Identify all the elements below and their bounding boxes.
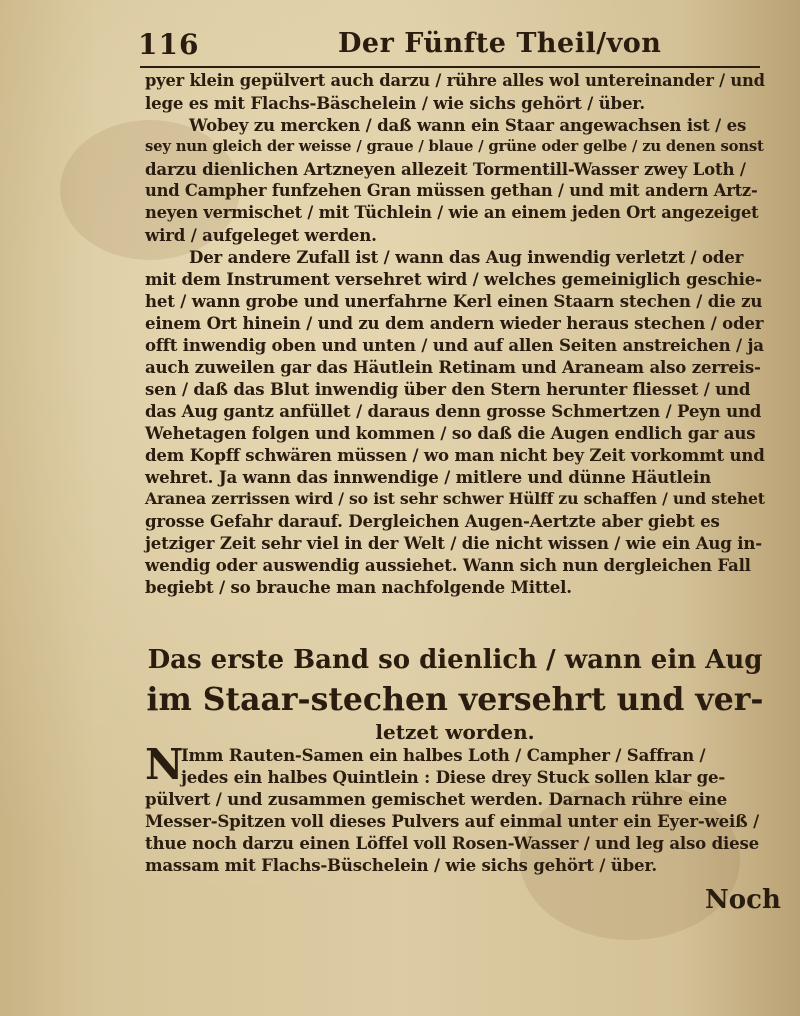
text-line: auch zuweilen gar das Häutlein Retinam und Araneam also zerreis- xyxy=(145,357,761,377)
text-line: het / wann grobe und unerfahrne Kerl einen Staarn stechen / die zu xyxy=(145,291,763,311)
text-line: wendig oder auswendig aussiehet. Wann sich nun dergleichen Fall xyxy=(145,555,751,575)
text-line: mit dem Instrument versehret wird / welches gemeiniglich geschie- xyxy=(145,269,762,289)
section-heading-line-3: letzet worden. xyxy=(375,720,535,744)
text-line: dem Kopff schwären müssen / wo man nicht bey Zeit vorkommt und xyxy=(145,445,765,465)
text-line: Messer-Spitzen voll dieses Pulvers auf einmal unter ein Eyer-weiß / xyxy=(145,811,759,831)
text-line: wird / aufgeleget werden. xyxy=(145,225,377,245)
drop-cap: N xyxy=(145,740,184,789)
text-line: wehret. Ja wann das innwendige / mitlere und dünne Häutlein xyxy=(145,467,711,487)
text-line: darzu dienlichen Artzneyen allezeit Tormentill-Wasser zwey Loth / xyxy=(145,159,746,179)
text-line: begiebt / so brauche man nachfolgende Mittel. xyxy=(145,577,572,597)
section-heading-line-1: Das erste Band so dienlich / wann ein Aug xyxy=(147,645,763,675)
text-line: neyen vermischet / mit Tüchlein / wie an einem jeden Ort angezeiget xyxy=(145,203,759,222)
text-line: Aranea zerrissen wird / so ist sehr schwer Hülff zu schaffen / und stehet xyxy=(145,489,765,508)
catchword: Noch xyxy=(705,885,781,915)
text-line: das Aug gantz anfüllet / daraus denn grosse Schmertzen / Peyn und xyxy=(145,401,762,421)
page-header xyxy=(138,28,738,68)
text-line: Wehetagen folgen und kommen / so daß die Augen endlich gar aus xyxy=(145,423,756,443)
section-heading-line-2: im Staar-stechen versehrt und ver- xyxy=(146,681,764,718)
text-line: grosse Gefahr darauf. Dergleichen Augen-Aertzte aber giebt es xyxy=(145,511,720,531)
text-line: pülvert / und zusammen gemischet werden. Darnach rühre eine xyxy=(145,789,727,809)
text-line: sey nun gleich der weisse / graue / blaue / grüne oder gelbe / zu denen sonst xyxy=(145,138,764,155)
text-line: jedes ein halbes Quintlein : Diese drey Stuck sollen klar ge- xyxy=(181,767,726,787)
text-line: jetziger Zeit sehr viel in der Welt / die nicht wissen / wie ein Aug in- xyxy=(145,533,762,553)
text-line: massam mit Flachs-Büschelein / wie sichs gehört / über. xyxy=(145,855,658,875)
text-line: Wobey zu mercken / daß wann ein Staar angewachsen ist / es xyxy=(189,115,747,135)
text-line: pyer klein gepülvert auch darzu / rühre alles wol untereinander / und xyxy=(145,71,765,90)
text-line: und Campher funfzehen Gran müssen gethan / und mit andern Artz- xyxy=(145,181,758,200)
page-number: 116 xyxy=(138,28,200,61)
text-line: sen / daß das Blut inwendig über den Stern herunter fliesset / und xyxy=(145,379,751,399)
paragraph xyxy=(145,114,765,246)
text-line: offt inwendig oben und unten / und auf allen Seiten anstreichen / ja xyxy=(145,335,764,355)
paragraph xyxy=(145,246,765,598)
text-line: lege es mit Flachs-Bäschelein / wie sichs gehört / über. xyxy=(145,93,645,113)
text-line: einem Ort hinein / und zu dem andern wieder heraus stechen / oder xyxy=(145,313,764,333)
paragraph xyxy=(145,70,765,114)
main-text xyxy=(145,70,765,598)
text-line: Imm Rauten-Samen ein halbes Loth / Campher / Saffran / xyxy=(181,745,706,765)
running-head: Der Fünfte Theil/von xyxy=(338,28,662,59)
text-line: Der andere Zufall ist / wann das Aug inwendig verletzt / oder xyxy=(189,247,744,267)
text-line: thue noch darzu einen Löffel voll Rosen-Wasser / und leg also diese xyxy=(145,833,759,853)
header-rule xyxy=(140,66,760,68)
recipe-text xyxy=(145,740,765,876)
